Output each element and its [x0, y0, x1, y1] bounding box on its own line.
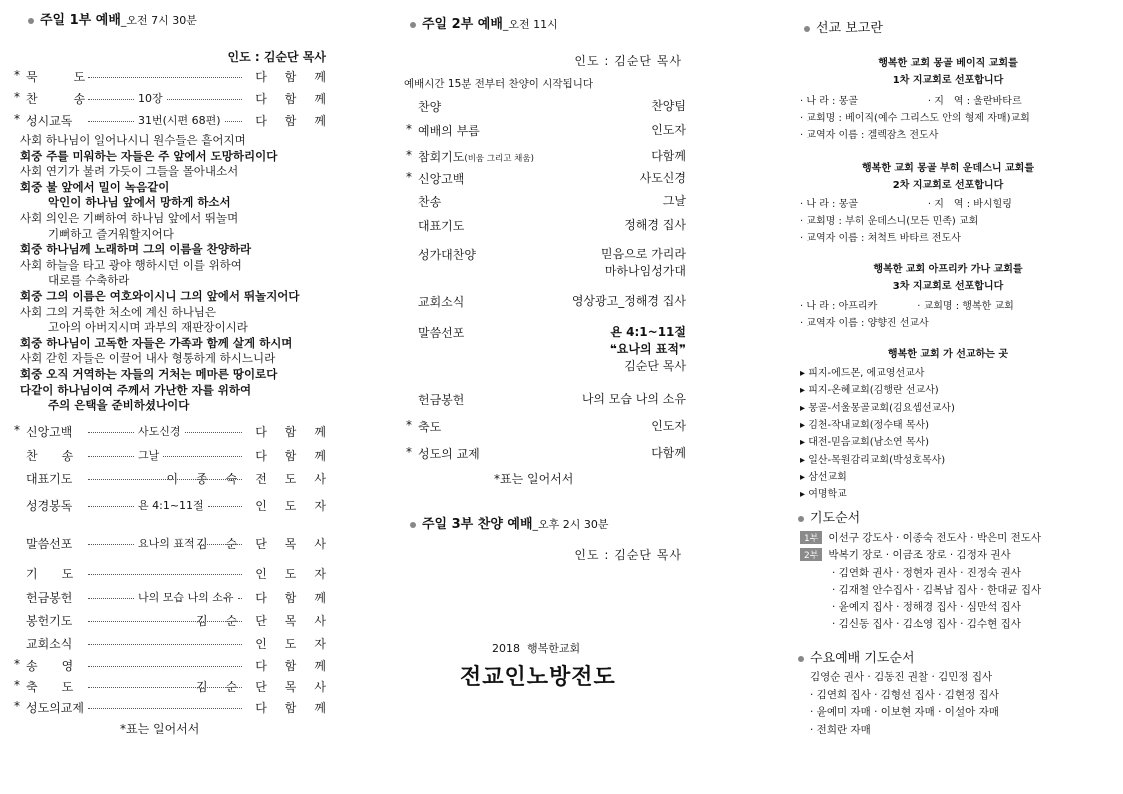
order-label: 성경봉독 [26, 499, 73, 513]
order-responsible: 김순단목사 [196, 537, 344, 551]
order-responsible: 김순단목사 [196, 680, 344, 694]
order-row [418, 324, 686, 373]
order-responsible: 다함께 [255, 425, 344, 439]
reading-line: 고아의 아버지시며 과부의 재판장이시라 [48, 320, 248, 335]
service2-leader: 인도 : 김순단 목사 [574, 54, 682, 68]
order-row [14, 423, 344, 439]
order-detail-line: 인도자 [651, 123, 686, 137]
reading-line: 회중 그의 이름은 여호와이시니 그의 앞에서 뛰놀지어다 [20, 289, 300, 303]
order-row [406, 418, 686, 435]
order-row [14, 535, 344, 551]
list-line: · 나 라 : 몽골 · 지 역 : 바시힐링 [800, 199, 1012, 210]
order-row [14, 635, 344, 651]
order-row [14, 497, 344, 513]
order-row [14, 68, 344, 84]
list-line: ▸ 삼선교회 [800, 471, 847, 483]
order-label: 기 도 [26, 567, 74, 581]
list-line: · 김연희 집사 · 김형선 집사 · 김현정 집사 [810, 688, 999, 701]
list-line: ▸ 대전-믿음교회(남소연 목사) [800, 437, 930, 449]
list-line: ▸ 김천-작내교회(정수태 목사) [800, 419, 930, 431]
order-label: 헌금봉헌 [418, 393, 465, 407]
list-line: ▸ 몽골-서울몽골교회(김요셉선교사) [800, 402, 955, 414]
list-line: · 교역자 이름 : 겔렉잠츠 전도사 [800, 130, 939, 141]
order-responsible: 다함께 [255, 114, 344, 128]
dotted-leader [88, 644, 242, 645]
mission-block3-heading: 행복한 교회 아프리카 가나 교회를 3차 지교회로 선포합니다 [873, 264, 1023, 292]
order-detail-line: 그날 [662, 194, 686, 208]
star-mark: * [14, 112, 20, 126]
list-line: · 전희란 자매 [810, 723, 871, 736]
order-content: 31번(시편 68편) [138, 114, 221, 127]
order-detail-line: 정해경 집사 [624, 218, 686, 232]
order-content: 10장 [138, 92, 163, 105]
dotted-leader [88, 456, 134, 457]
order-label: 교회소식 [418, 295, 465, 309]
reading-line: 회중 주를 미워하는 자들은 주 앞에서 도망하리이다 [20, 148, 278, 163]
motto-line: 2018 행복한교회 [492, 642, 581, 655]
order-responsible: 인도자 [255, 499, 344, 513]
reading-line: 사회 그의 거룩한 처소에 계신 하나님은 [20, 304, 217, 319]
dotted-leader [88, 687, 242, 688]
dotted-leader [88, 598, 134, 599]
order-detail-line: 김순단 목사 [624, 359, 686, 373]
order-row [406, 445, 686, 462]
list-line: · 나 라 : 몽골 · 지 역 : 울란바타르 [800, 96, 1022, 107]
mission-block1-heading: 행복한 교회 몽골 베이직 교회를 1차 지교회로 선포합니다 [878, 58, 1018, 86]
bullet-icon [798, 516, 804, 522]
order-row [418, 217, 686, 234]
order-row [14, 565, 344, 581]
order-detail [651, 122, 686, 139]
order-detail [572, 293, 686, 310]
standing-note-2: *표는 일어서서 [494, 472, 574, 486]
order-label: 축도 [418, 420, 442, 434]
order-label: 성도의 교제 [418, 447, 480, 461]
order-detail-line: 욘 4:1~11절 [610, 325, 686, 339]
order-row [406, 170, 686, 187]
mission-title: 선교 보고란 [804, 17, 883, 36]
order-detail [651, 98, 686, 115]
order-detail-line: 인도자 [651, 419, 686, 433]
dotted-leader [199, 544, 242, 545]
reading-line: 회중 오직 거역하는 자들의 거처는 메마른 땅이로다 [20, 367, 278, 381]
order-detail [663, 193, 686, 210]
order-detail-line: 마하나임성가대 [604, 264, 686, 278]
prayer-line-1: 1부 이선구 강도사 · 이종숙 전도사 · 박은미 전도사 [800, 530, 1041, 545]
service1-title: 주일 1부 예배_오전 7시 30분 [28, 9, 197, 28]
star-mark: * [406, 170, 412, 184]
order-detail [651, 418, 686, 435]
order-label: 찬양 [418, 100, 442, 114]
service3-title: 주일 3부 찬양 예배_오후 2시 30분 [410, 513, 609, 532]
order-row [14, 657, 344, 673]
list-line: ▸ 피지-온혜교회(김행란 선교사) [800, 385, 939, 397]
pre-service-note: 예배시간 15분 전부터 찬양이 시작됩니다 [404, 78, 593, 90]
badge-1bu: 1부 [800, 531, 822, 544]
service2-title: 주일 2부 예배_오전 11시 [410, 13, 558, 32]
wednesday-title: 수요예배 기도순서 [798, 647, 915, 666]
reading-line: 사회 하나님이 일어나시니 원수들은 흩어지며 [20, 133, 246, 147]
list-line: · 윤예미 자매 · 이보현 자매 · 이설아 자매 [810, 706, 999, 718]
order-row [14, 470, 344, 486]
order-responsible: 다함께 [255, 92, 344, 106]
order-content: 사도신경 [138, 425, 181, 438]
dotted-leader [88, 506, 134, 507]
order-responsible: 다함께 [255, 449, 344, 463]
order-detail [651, 445, 686, 462]
order-responsible: 다함께 [255, 591, 344, 605]
service1-leader: 인도 : 김순단 목사 [227, 50, 326, 64]
order-row [418, 193, 686, 210]
star-mark: * [406, 122, 412, 136]
order-row [14, 447, 344, 463]
order-label: 찬송 [418, 195, 442, 209]
order-row [14, 612, 344, 628]
dotted-leader [225, 121, 242, 122]
dotted-leader [88, 99, 134, 100]
order-label: 성가대찬양 [418, 248, 476, 262]
dotted-leader [88, 574, 242, 575]
order-label: 말씀선포 [418, 326, 465, 340]
star-mark: * [14, 699, 20, 713]
order-responsible: 다함께 [255, 659, 344, 673]
list-line: · 김재철 안수집사 · 김복남 집사 · 한대균 집사 [832, 584, 1042, 596]
order-label: 봉헌기도 [26, 614, 73, 628]
reading-line: 대로를 수축하라 [48, 273, 130, 288]
mission-block4-heading: 행복한 교회 가 선교하는 곳 [887, 349, 1009, 360]
order-detail [624, 217, 686, 234]
list-line: · 교역자 이름 : 양향진 선교사 [800, 318, 929, 329]
order-detail [610, 324, 686, 375]
list-line: ▸ 일산-목원감리교회(박성호목사) [800, 454, 946, 466]
order-row [14, 90, 344, 106]
reading-line: 기뻐하고 즐거워할지어다 [48, 226, 174, 241]
order-row [406, 148, 686, 165]
order-detail-line: 다함께 [651, 446, 686, 460]
reading-line: 사회 갇힌 자들은 이끌어 내사 형통하게 하시느니라 [20, 351, 276, 366]
order-label: 헌금봉헌 [26, 591, 73, 605]
order-responsible: 인도자 [255, 637, 344, 651]
list-line: · 교역자 이름 : 쳐척트 바타르 전도사 [800, 233, 961, 244]
star-mark: * [14, 90, 20, 104]
order-responsible: 다함께 [255, 70, 344, 84]
list-line: · 김연화 권사 · 정현자 권사 · 진정숙 권사 [832, 567, 1021, 579]
order-detail-line: 찬양팀 [651, 99, 686, 113]
list-line: 김영순 권사 · 김동진 권찰 · 김민정 집사 [810, 671, 993, 683]
order-content: 요나의 표적 [138, 537, 195, 550]
reading-line: 사회 연기가 불려 가듯이 그들을 몰아내소서 [20, 164, 239, 179]
service3-leader: 인도 : 김순단 목사 [574, 548, 682, 562]
order-detail [601, 246, 686, 280]
order-row [418, 246, 686, 278]
bullet-icon [410, 22, 416, 28]
order-row [14, 699, 344, 715]
order-row [406, 122, 686, 139]
order-label: 성시교독 [26, 114, 73, 128]
order-label: 말씀선포 [26, 537, 73, 551]
dotted-leader [238, 598, 243, 599]
order-label: 대표기도 [26, 472, 73, 486]
dotted-leader [185, 432, 242, 433]
dotted-leader [88, 479, 242, 480]
reading-line: 주의 은택을 준비하셨나이다 [48, 398, 190, 413]
order-responsible: 인도자 [255, 567, 344, 581]
dotted-leader [88, 77, 242, 78]
order-label: 대표기도 [418, 219, 465, 233]
star-mark: * [14, 678, 20, 692]
order-detail-line: 나의 모습 나의 소유 [581, 392, 686, 406]
reading-line: 회중 불 앞에서 밀이 녹음같이 [20, 179, 170, 194]
order-label: 찬 송 [26, 449, 74, 463]
dotted-leader [88, 121, 134, 122]
order-label: 묵 도 [26, 70, 86, 84]
reading-line: 사회 의인은 기뻐하여 하나님 앞에서 뛰놀며 [20, 211, 239, 225]
badge-2bu: 2부 [800, 548, 822, 561]
bullet-icon [798, 656, 804, 662]
order-label: 신앙고백 [26, 425, 73, 439]
bullet-icon [410, 522, 416, 528]
dotted-leader [88, 621, 242, 622]
dotted-leader [167, 99, 242, 100]
reading-line: 회중 하나님께 노래하며 그의 이름을 찬양하라 [20, 242, 252, 257]
order-row [14, 112, 344, 128]
order-responsible: 다함께 [255, 701, 344, 715]
order-detail-line: 믿음으로 가리라 [601, 247, 686, 261]
order-detail-line: 다함께 [651, 149, 686, 163]
bullet-icon [28, 18, 34, 24]
star-mark: * [406, 445, 412, 459]
dotted-leader [88, 544, 134, 545]
order-responsible: 이종숙전도사 [166, 472, 344, 486]
order-label: 신앙고백 [418, 172, 465, 186]
reading-line: 회중 하나님이 고독한 자들은 가족과 함께 살게 하시며 [20, 335, 293, 350]
order-label: 예배의 부름 [418, 124, 480, 138]
mission-block2-heading: 행복한 교회 몽골 부히 운데스니 교회를 2차 지교회로 선포합니다 [862, 163, 1034, 191]
star-mark: * [14, 657, 20, 671]
list-line: · 김신동 집사 · 김소영 집사 · 김수현 집사 [832, 618, 1021, 630]
dotted-leader [208, 506, 242, 507]
dotted-leader [163, 456, 242, 457]
dotted-leader [88, 708, 242, 709]
star-mark: * [406, 418, 412, 432]
order-detail-line: ❝요나의 표적❞ [609, 342, 686, 356]
order-content: 욘 4:1~11절 [138, 499, 204, 512]
order-row [418, 98, 686, 115]
list-line: · 나 라 : 아프리카 · 교회명 : 행복한 교회 [800, 301, 1014, 312]
dotted-leader [88, 666, 242, 667]
prayer-title: 기도순서 [798, 507, 860, 526]
order-detail [651, 148, 686, 165]
order-label: 교회소식 [26, 637, 73, 651]
order-content: 그날 [138, 449, 160, 462]
star-mark: * [14, 68, 20, 82]
order-label: 참회기도 [418, 150, 465, 164]
order-label: 찬 송 [26, 92, 86, 106]
slogan: 전교인노방전도 [460, 665, 616, 690]
reading-line: 다같이 하나님이여 주께서 가난한 자를 위하여 [20, 382, 252, 397]
order-content: 나의 모습 나의 소유 [138, 591, 234, 604]
list-line: · 교회명 : 베이직(예수 그리스도 안의 형제 자매)교회 [800, 113, 1030, 124]
order-label: 성도의교제 [26, 701, 84, 715]
order-detail [640, 170, 686, 187]
list-line: · 윤예지 집사 · 정해경 집사 · 심만석 집사 [832, 601, 1021, 613]
order-row [14, 589, 344, 605]
star-mark: * [14, 423, 20, 437]
star-mark: * [406, 148, 412, 162]
list-line: · 교회명 : 부히 운데스니(모든 민족) 교회 [800, 216, 979, 227]
reading-line: 사회 하늘을 타고 광야 행하시던 이를 위하여 [20, 257, 242, 272]
prayer-line-2: 2부 박복기 장로 · 이금조 장로 · 김정자 권사 [800, 547, 1011, 562]
order-detail-line: 사도신경 [639, 171, 686, 185]
list-line: ▸ 피지-에드몬, 에교영선교사 [800, 368, 925, 379]
bullet-icon [804, 26, 810, 32]
reading-line: 악인이 하나님 앞에서 망하게 하소서 [48, 195, 231, 210]
list-line: ▸ 여명학교 [800, 489, 847, 501]
standing-note: *표는 일어서서 [120, 722, 200, 736]
dotted-leader [88, 432, 134, 433]
order-row [418, 391, 686, 408]
order-row [14, 678, 344, 694]
order-detail-line: 영상광고_정해경 집사 [571, 294, 686, 308]
order-label: 송 영 [26, 659, 74, 673]
order-label-note: (비움 그리고 채움) [464, 154, 534, 164]
order-responsible: 김순단목사 [196, 614, 344, 628]
order-row [418, 293, 686, 310]
order-label: 축 도 [26, 680, 74, 694]
order-detail [582, 391, 686, 408]
